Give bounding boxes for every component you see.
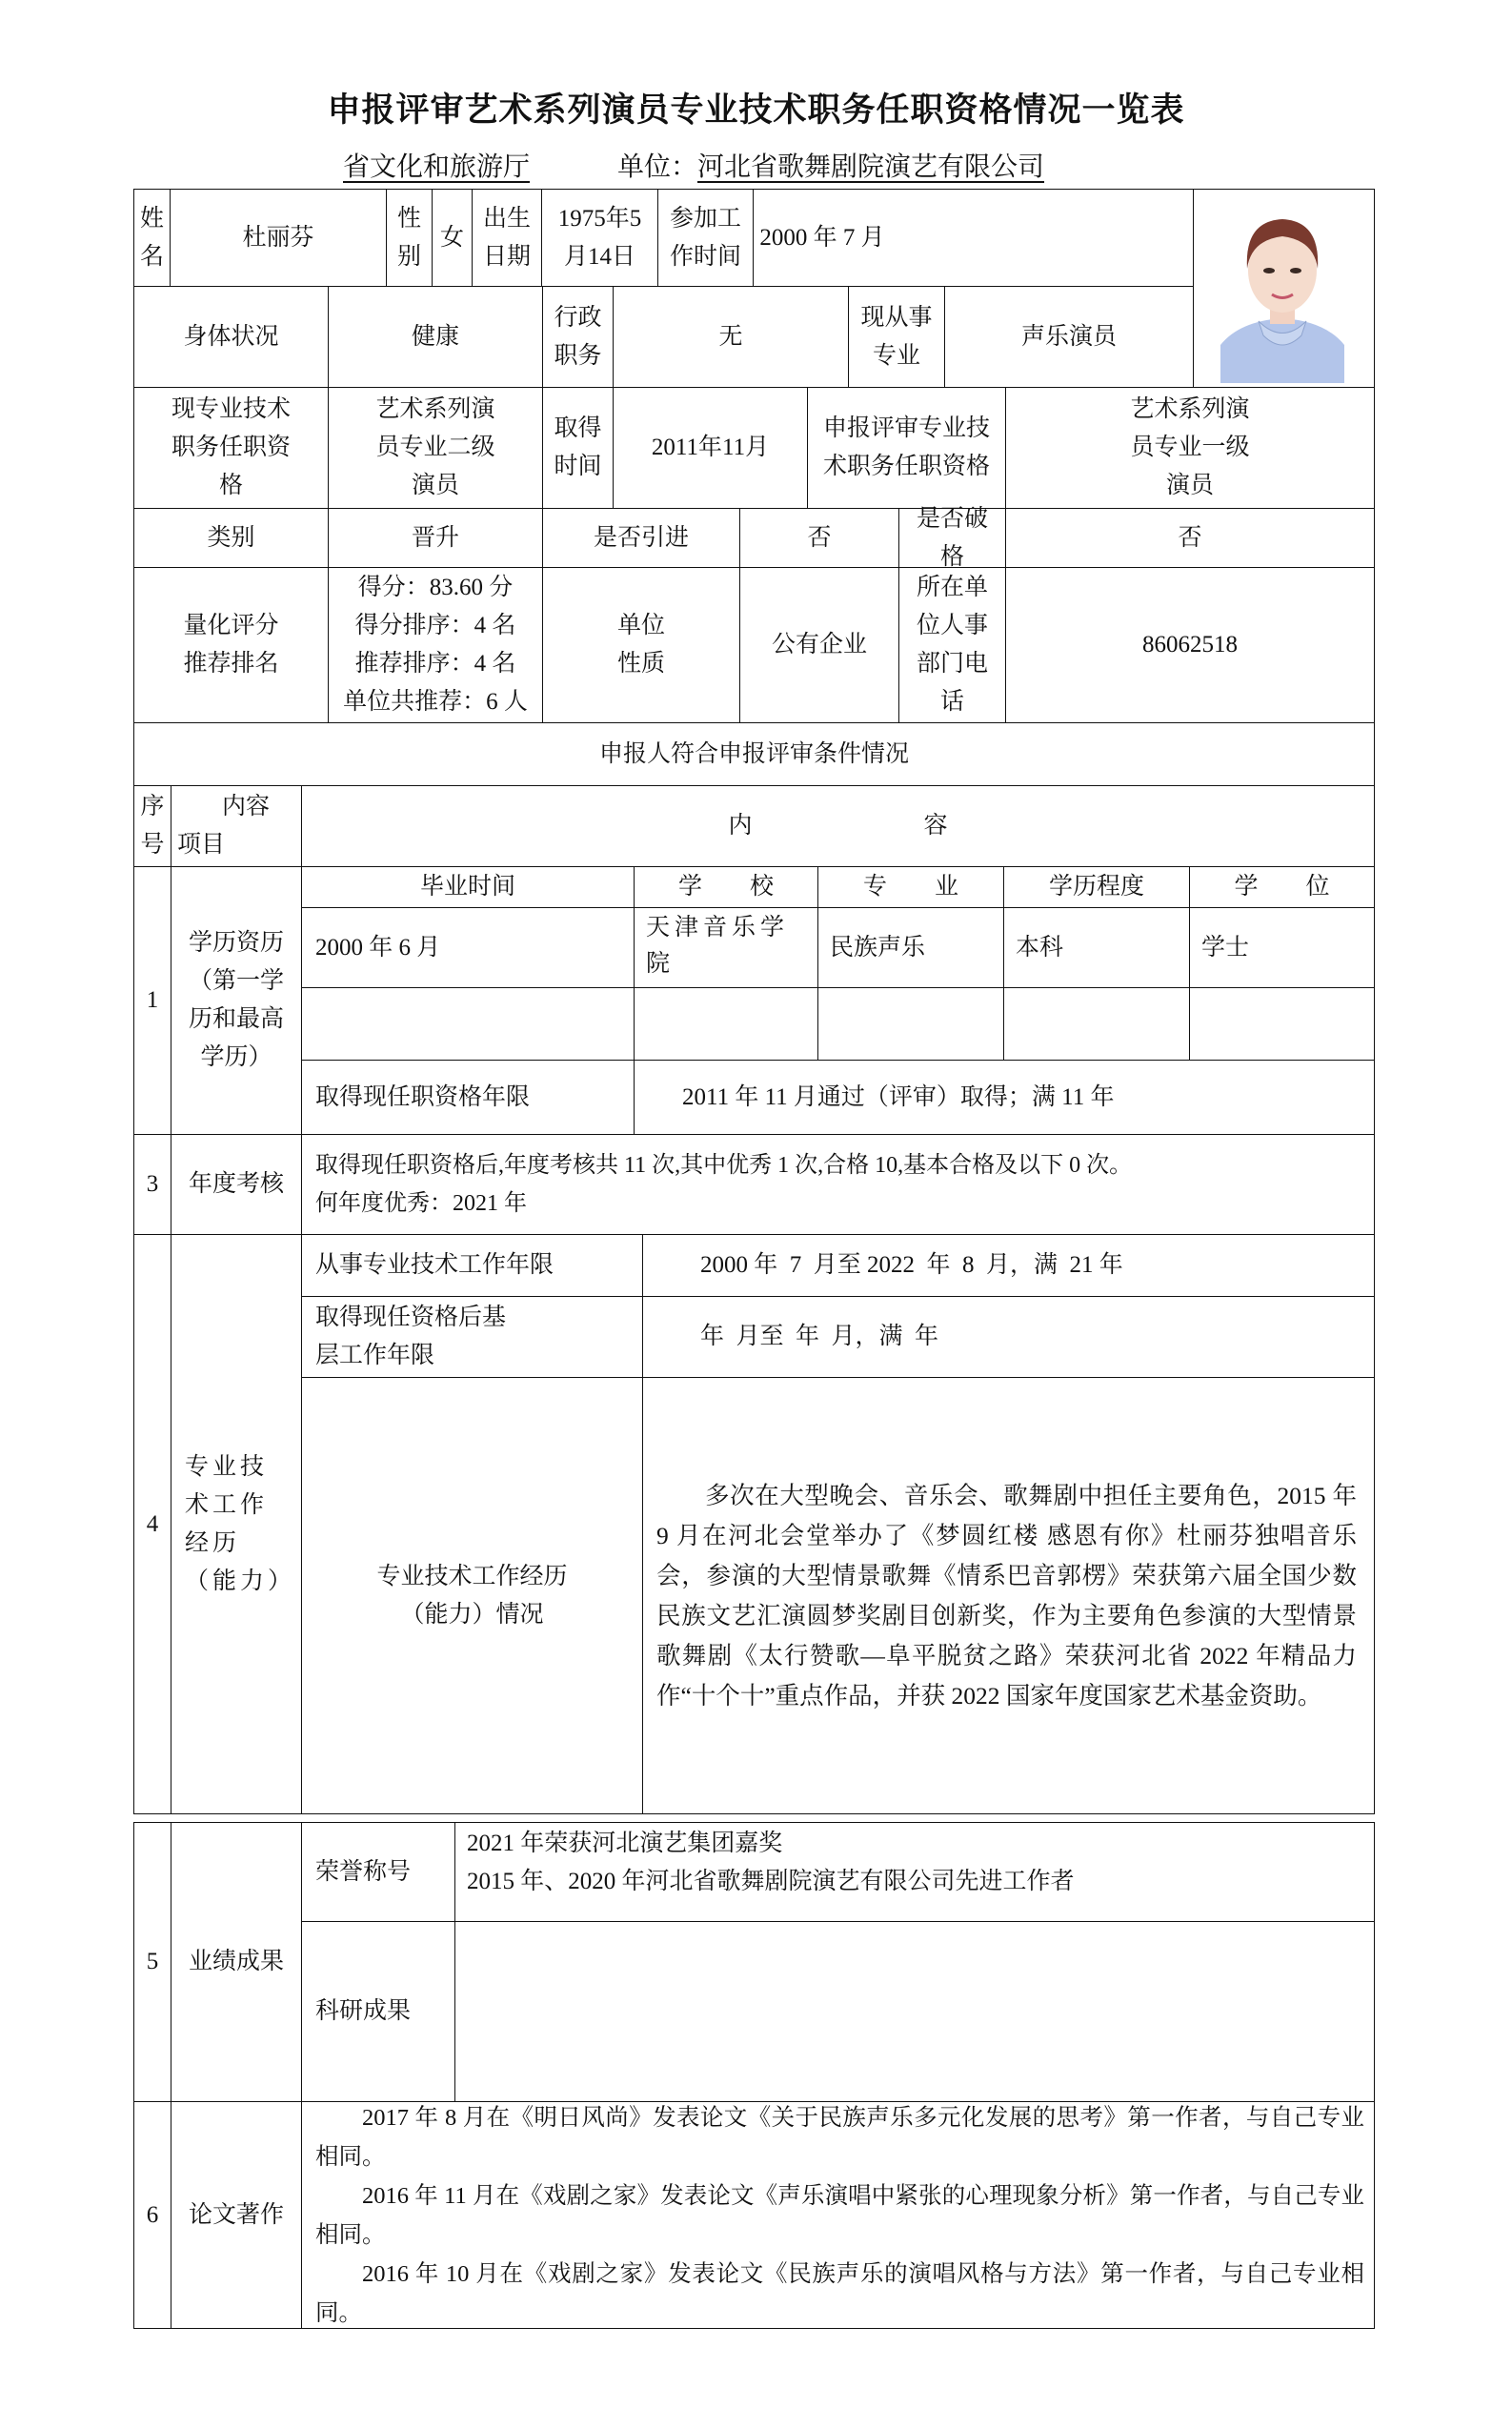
score-rank: 得分排序：4 名: [354, 613, 516, 638]
sec1-row1-cell1: [634, 987, 818, 1061]
birth-value: 1975年5月14日: [541, 189, 658, 287]
sec5-honors: [454, 1822, 1375, 1922]
admin-post-value: 无: [613, 286, 849, 388]
conditions-heading: 申报人符合申报评审条件情况: [133, 722, 1375, 786]
introduced-label: 是否引进: [542, 508, 740, 568]
sec6-papers: [301, 2101, 1375, 2329]
recommend-rank: 推荐排序：4 名: [354, 651, 516, 677]
sec1-years-label: 取得现任职资格年限: [301, 1060, 635, 1135]
page-title: 申报评审艺术系列演员专业技术职务任职资格情况一览表: [327, 91, 1185, 130]
current-qual-value: 艺术系列演员专业二级演员: [328, 387, 543, 509]
sec1-row0-cell0: 2000 年 6 月: [301, 907, 635, 988]
sec1-row0-cell2: 民族声乐: [817, 907, 1004, 988]
obtained-value: 2011年11月: [613, 387, 808, 509]
sec3-content: [301, 1134, 1375, 1235]
sec1-row0-cell1: 天津音乐学院: [634, 907, 818, 988]
exceptional-value: 否: [1005, 508, 1375, 568]
col-item-header: [171, 785, 302, 867]
sec3-line1: 取得现任职资格后,年度考核共 11 次,其中优秀 1 次,合格 10,基本合格及以下 0 次。: [315, 1153, 1133, 1178]
col-content-header: [301, 785, 1375, 867]
sec4-experience-text: 多次在大型晚会、音乐会、歌舞剧中担任主要角色，2015 年 9 月在河北会堂举办了《梦圆红楼 感恩有你》杜丽芬独唱音乐会，参演的大型情景歌舞《情系巴音郭楞》荣获第六届全国少数民族文艺汇演圆梦奖剧目创新奖，作为主要角色参演的大型情景歌舞剧《太行赞歌—阜平脱贫之路》荣获河北省 2022 年精品力作“十个十”重点作品，并获 2022 国家年度国家艺术基金资助。: [642, 1377, 1375, 1814]
sec5-honor-1: 2015 年、2020 年河北省歌舞剧院演艺有限公司先进工作者: [467, 1869, 1075, 1894]
sec6-paper-0: 2017 年 8 月在《明日风尚》发表论文《关于民族声乐多元化发展的思考》第一作者，与自己专业相同。: [315, 2104, 1364, 2170]
name-label: 姓名: [133, 189, 171, 287]
portrait-photo-icon: [1201, 202, 1363, 383]
work-start-label: 参加工作时间: [657, 189, 754, 287]
health-label: 身体状况: [133, 286, 329, 388]
sec4-work-years-value: 2000 年 7 月至 2022 年 8 月，满 21 年: [642, 1234, 1375, 1297]
sec1-header-4: 学 位: [1189, 866, 1375, 908]
sec1-row1-cell3: [1003, 987, 1190, 1061]
sec4-label: 专业技术工作经历（能力）: [171, 1234, 302, 1814]
sec1-header-3: 学历程度: [1003, 866, 1190, 908]
sec1-row1-cell4: [1189, 987, 1375, 1061]
unit-nature-value: 公有企业: [739, 567, 899, 723]
name-value: 杜丽芬: [170, 189, 387, 287]
sec4-work-years-label: 从事专业技术工作年限: [301, 1234, 643, 1297]
sec4-experience-label: 专业技术工作经历（能力）情况: [301, 1377, 643, 1814]
sec6-seq: 6: [133, 2101, 171, 2329]
health-value: 健康: [328, 286, 543, 388]
sec5-label: 业绩成果: [171, 1822, 302, 2102]
unit-label: 单位：: [617, 152, 698, 182]
hr-phone-value: 86062518: [1005, 567, 1375, 723]
sec3-line2: 何年度优秀：2021 年: [315, 1191, 527, 1216]
sec5-research-label: 科研成果: [301, 1921, 455, 2102]
col-item-header-top: 内容: [221, 794, 270, 819]
sec1-label: 学历资历（第一学历和最高学历）: [171, 866, 302, 1135]
ranking-label: 量化评分推荐排名: [133, 567, 329, 723]
sec1-header-2: 专 业: [817, 866, 1004, 908]
gender-label: 性别: [386, 189, 433, 287]
score: 得分：83.60 分: [357, 575, 514, 600]
applied-qual-value: 艺术系列演员专业一级演员: [1005, 387, 1375, 509]
current-qual-label: 现专业技术职务任职资格: [133, 387, 329, 509]
col-seq-header: 序号: [133, 785, 171, 867]
gender-value: 女: [432, 189, 473, 287]
sec6-paper-1: 2016 年 11 月在《戏剧之家》发表论文《声乐演唱中紧张的心理现象分析》第一作者，与自己专业相同。: [315, 2182, 1364, 2248]
sec4-grassroots-label: 取得现任资格后基层工作年限: [301, 1296, 643, 1378]
current-major-label: 现从事专业: [848, 286, 945, 388]
total-recommended: 单位共推荐：6 人: [343, 689, 528, 715]
col-item-header-bottom: 项目: [177, 832, 226, 858]
sec4-seq: 4: [133, 1234, 171, 1814]
sec5-seq: 5: [133, 1822, 171, 2102]
sec1-row1-cell2: [817, 987, 1004, 1061]
category-value: 晋升: [328, 508, 543, 568]
category-label: 类别: [133, 508, 329, 568]
sec1-years-value: 2011 年 11 月通过（评审）取得；满 11 年: [634, 1060, 1375, 1135]
applied-qual-label: 申报评审专业技术职务任职资格: [807, 387, 1006, 509]
sec1-seq: 1: [133, 866, 171, 1135]
sec1-row1-cell0: [301, 987, 635, 1061]
work-start-value: 2000 年 7 月: [753, 189, 891, 287]
exceptional-label: 是否破格: [898, 508, 1006, 568]
sec3-seq: 3: [133, 1134, 171, 1235]
hr-phone-label: 所在单位人事部门电话: [898, 567, 1006, 723]
sec5-research-value: [454, 1921, 1375, 2102]
sec1-row0-cell4: 学士: [1189, 907, 1375, 988]
sec5-honor-0: 2021 年荣获河北演艺集团嘉奖: [467, 1831, 783, 1856]
sec1-header-0: 毕业时间: [301, 866, 635, 908]
sec1-header-1: 学 校: [634, 866, 818, 908]
sec6-paper-2: 2016 年 10 月在《戏剧之家》发表论文《民族声乐的演唱风格与方法》第一作者，与自己专业相同。: [315, 2260, 1364, 2326]
sec1-row0-cell3: 本科: [1003, 907, 1190, 988]
introduced-value: 否: [739, 508, 899, 568]
department: 省文化和旅游厅: [343, 152, 531, 182]
sec5-honor-label: 荣誉称号: [301, 1822, 455, 1922]
sec6-label: 论文著作: [171, 2101, 302, 2329]
unit-nature-label: 单位性质: [542, 567, 740, 723]
admin-post-label: 行政职务: [542, 286, 614, 388]
current-major-value: 声乐演员: [944, 286, 1194, 388]
unit-name: 河北省歌舞剧院演艺有限公司: [697, 152, 1045, 182]
col-content-header-a: 内: [728, 813, 753, 839]
col-content-header-b: 容: [923, 813, 948, 839]
sec3-label: 年度考核: [171, 1134, 302, 1235]
ranking-values: [328, 567, 543, 723]
sec4-grassroots-value: 年 月至 年 月，满 年: [642, 1296, 1375, 1378]
obtained-label: 取得时间: [542, 387, 614, 509]
birth-label: 出生日期: [472, 189, 542, 287]
